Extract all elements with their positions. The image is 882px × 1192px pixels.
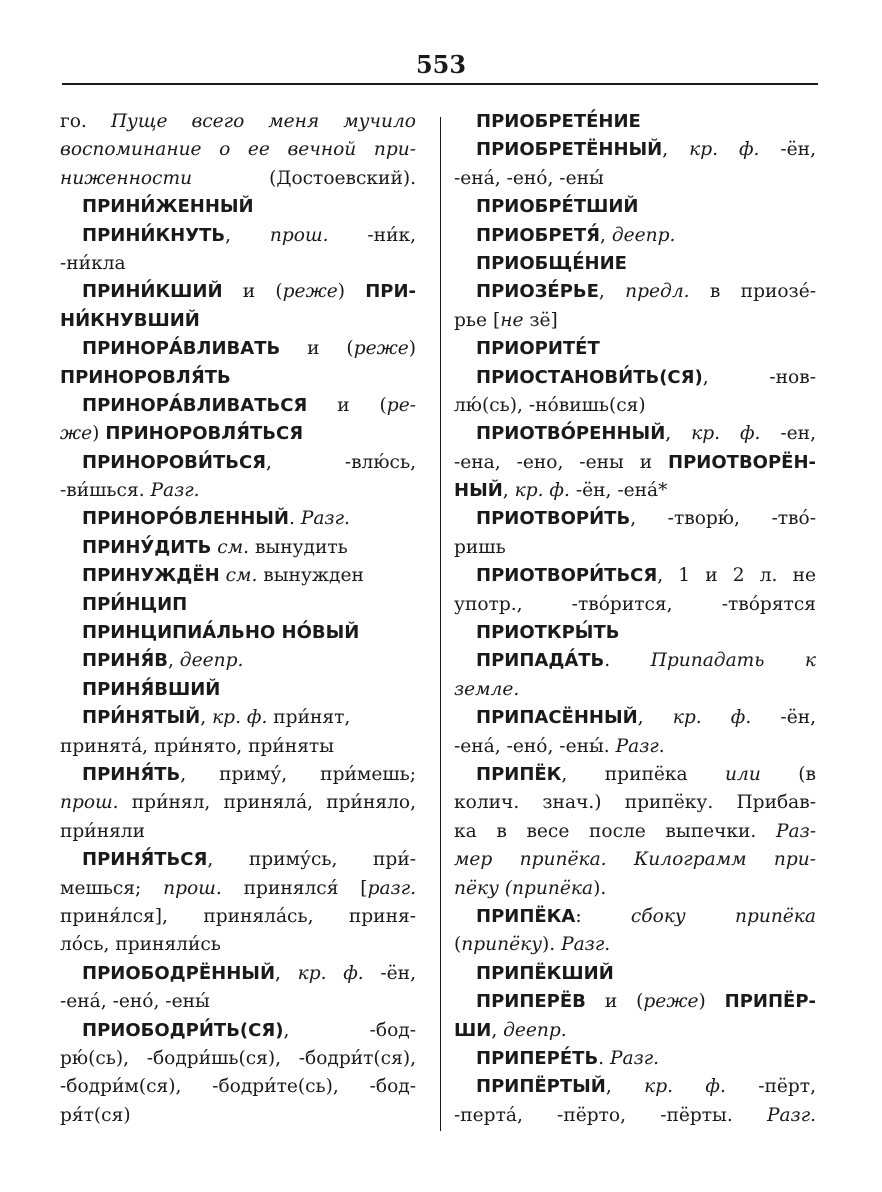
italic-text: сбоку припёка [630,905,816,927]
headword: ПРИНОРО́ВЛЕННЫЙ [82,508,289,530]
dictionary-line [60,875,416,903]
italic-text: Раз- [775,820,816,842]
italic-text: Разг. [150,480,200,502]
headword: ПРИОБРЕ́ТШИЙ [476,196,639,218]
italic-text: деепр. [611,224,676,246]
body-text: -ни́к, [328,224,416,246]
dictionary-line [60,449,416,477]
dictionary-line [60,222,416,250]
headword: ПРИПЁКШИЙ [476,962,614,984]
body-text: в приозе́- [689,281,816,303]
italic-text: см. [225,565,258,587]
italic-text: реже [353,338,409,360]
body-text: при́нят, [267,707,351,729]
headword: ПРИПЕРЕ́ТЬ [476,1047,599,1069]
body-text: при́нял, приняла́, при́няло, [118,792,416,814]
italic-text: предл. [625,281,690,303]
dictionary-line [60,136,416,164]
headword: ПРИОСТАНОВИ́ТЬ(СЯ) [476,366,703,388]
body-text: ) [408,338,416,360]
body-text: и ( [307,394,387,416]
body-text: -ена́, -ено́, -ены́ [60,991,210,1013]
dictionary-line [454,250,816,278]
dictionary-line [60,392,416,420]
dictionary-line [454,307,816,335]
body-text: и ( [280,338,354,360]
dictionary-line [60,733,416,761]
body-text: , [599,224,612,246]
italic-text: реже [643,991,699,1013]
body-text: -ён, -ена́* [569,480,668,502]
headword: ПРИОБРЕТЯ́ [476,224,600,246]
dictionary-line [454,1073,816,1101]
body-text: го. [60,111,111,132]
body-text: -перта́, -пёрто, -пёрты. [454,1104,767,1126]
italic-text: мер припёка. Килограмм при- [454,849,816,871]
headword: ПРИОТВОРИ́ТЬ [476,508,631,530]
dictionary-line [454,505,816,533]
body-text: принята́, при́нято, при́няты [60,735,335,757]
italic-text: ниженности [60,167,193,189]
dictionary-line [454,562,816,590]
body-text: зё] [523,309,558,331]
left-column [60,108,416,1130]
italic-text: кр. ф. [672,707,752,729]
dictionary-line [454,193,816,221]
dictionary-line [60,903,416,931]
dictionary-line [60,307,416,335]
dictionary-line [60,960,416,988]
body-text: ло́сь, приняли́сь [60,934,221,956]
headword: ПРИНЯ́ВШИЙ [82,678,221,700]
dictionary-line [60,789,416,817]
body-text: , [665,423,692,445]
body-text: -ена́, -ено́, -ены́ [454,167,604,189]
headword: ПРИ- [365,281,416,303]
italic-text: кр. ф. [644,1076,726,1098]
body-text: , -бод- [283,1019,416,1041]
dictionary-line [454,846,816,874]
headword: ПРИНУ́ДИТЬ [82,536,212,558]
dictionary-line [454,988,816,1016]
body-text: ря́т(ся) [60,1104,131,1126]
dictionary-line [60,505,416,533]
headword: ПРИОТВОРЁН- [668,451,816,473]
dictionary-line [454,165,816,193]
body-text: -ен, [760,423,816,445]
italic-text: пёку (припёка [454,877,594,899]
dictionary-line [60,676,416,704]
italic-text: деепр. [503,1019,567,1041]
dictionary-line [60,761,416,789]
body-text: ) [337,281,366,303]
italic-text: кр. ф. [297,962,364,984]
dictionary-line [60,1045,416,1073]
headword: ПРИОРИТЕ́Т [476,338,600,360]
headword: ПРИОТВО́РЕННЫЙ [476,423,666,445]
dictionary-line [454,477,816,505]
dictionary-line [60,704,416,732]
body-text: , -нов- [702,366,816,388]
body-text: ) [92,423,106,445]
italic-text: Разг. [610,1047,660,1069]
dictionary-line [454,733,816,761]
dictionary-line [454,136,816,164]
body-text: , [502,480,515,502]
body-text: рье [ [454,309,501,331]
dictionary-line [60,647,416,675]
headword: ПРИНИ́КШИЙ [82,281,223,303]
dictionary-line [454,818,816,846]
italic-text: же [60,423,93,445]
italic-text: земле. [454,678,520,700]
headword: ПРИПЁР- [724,991,816,1013]
body-text: . [289,508,301,530]
body-text: колич. знач.) припёку. Прибав- [454,792,816,814]
headword: ПРИОТКРЫ́ТЬ [476,622,620,644]
headword: ПРИНОРА́ВЛИВАТЬ [82,338,281,360]
italic-text: реже [282,281,338,303]
headword: ПРИНЯ́ТЬ [82,763,181,785]
dictionary-line [454,278,816,306]
body-text: -ена́, -ено́, -ены́. [454,735,616,757]
body-text: , [598,281,626,303]
body-text: , -творю́, -тво́- [630,508,816,530]
dictionary-line [60,108,416,136]
dictionary-line [60,1073,416,1101]
body-text: ). [593,877,607,899]
headword: ПРИПЁРТЫЙ [476,1076,606,1098]
italic-text: Разг. [300,508,350,530]
italic-text: Разг. [615,735,665,757]
italic-text: кр. ф. [691,423,761,445]
italic-text: припёку [461,934,542,956]
dictionary-line [60,1102,416,1130]
headword: НЫЙ [454,480,503,502]
body-text: : [575,905,631,927]
right-column [454,108,816,1130]
body-text: вынудить [249,536,348,558]
dictionary-line [454,1017,816,1045]
headword: ПРИОБРЕТЕ́НИЕ [476,111,641,132]
dictionary-line [454,222,816,250]
body-text: . [604,650,651,672]
body-text: принялся́ [ [221,877,368,899]
body-text: -ена, -ено, -ены и [454,451,669,473]
body-text: ). [542,934,562,956]
italic-text: Разг. [561,934,611,956]
headword: ПРИ́НЯТЫЙ [82,707,201,729]
italic-text: Разг. [766,1104,816,1126]
body-text: , [637,707,673,729]
italic-text: Припадать к [650,650,816,672]
body-text: и ( [222,281,283,303]
headword: ПРИНИ́ЖЕННЫЙ [82,196,254,218]
headword: ПРИПАСЁННЫЙ [476,707,638,729]
headword: ПРИПЁКА [476,905,576,927]
dictionary-line [60,931,416,959]
body-text: и ( [585,991,644,1013]
body-text: ка в весе после выпечки. [454,820,776,842]
dictionary-line [454,1045,816,1073]
header-rule [62,83,818,85]
italic-text: кр. ф. [212,707,268,729]
body-text: употр., -тво́рится, -тво́рятся [454,593,816,615]
body-text: -бодри́м(ся), -бодри́те(сь), -бод- [60,1076,416,1098]
body-text: рю́(сь), -бодри́шь(ся), -бодри́т(ся), [60,1047,416,1069]
italic-text: воспоминание о ее вечной при- [60,139,416,161]
body-text: ришь [454,536,506,558]
dictionary-line [60,420,416,448]
dictionary-line [60,534,416,562]
dictionary-line [60,846,416,874]
dictionary-line [60,562,416,590]
italic-text: или [725,763,761,785]
headword: ПРИНЯ́В [82,650,168,672]
headword: ПРИНОРА́ВЛИВАТЬСЯ [82,394,308,416]
body-text: вынужден [257,565,364,587]
italic-text: прош. [269,224,329,246]
headword: ПРИОБОДРЁННЫЙ [82,962,276,984]
body-text: -пёрт, [725,1076,816,1098]
headword: ПРИОБРЕТЁННЫЙ [476,139,663,161]
body-text: (Достоевский). [192,167,416,189]
italic-text: прош. [163,877,222,899]
dictionary-line [454,647,816,675]
body-text: , [225,224,270,246]
italic-text: кр. ф. [514,480,570,502]
headword: ПРИНИ́КНУТЬ [82,224,226,246]
body-text: , [200,707,213,729]
dictionary-line [60,250,416,278]
body-text: ) [698,991,725,1013]
headword: ПРИОТВОРИ́ТЬСЯ [476,565,658,587]
headword: ПРИПАДА́ТЬ [476,650,605,672]
italic-text: прош. [60,792,119,814]
body-text: , 1 и 2 л. не [657,565,816,587]
dictionary-line [60,818,416,846]
headword: ПРИНУЖДЁН [82,565,220,587]
headword: ПРИОЗЕ́РЬЕ [476,281,599,303]
headword: ПРИНОРОВИ́ТЬСЯ [82,451,267,473]
body-text: при́няли [60,820,146,842]
dictionary-line [454,591,816,619]
headword: ПРИОБЩЕ́НИЕ [476,252,627,274]
dictionary-line [454,789,816,817]
dictionary-line [60,193,416,221]
body-text: , приму́, при́мешь; [180,763,416,785]
dictionary-line [454,534,816,562]
body-text: -ни́кла [60,252,126,274]
dictionary-line [454,960,816,988]
body-text: мешься; [60,877,164,899]
headword: ПРИ́НЦИП [82,593,188,615]
dictionary-line [60,619,416,647]
headword: ПРИНЯ́ТЬСЯ [82,849,208,871]
dictionary-line [60,988,416,1016]
dictionary-line [60,591,416,619]
dictionary-line [454,335,816,363]
headword: ПРИНЦИПИА́ЛЬНО НО́ВЫЙ [82,622,360,644]
dictionary-line [454,903,816,931]
body-text: -ви́шься. [60,480,151,502]
body-text: ( [454,934,462,956]
dictionary-line [454,420,816,448]
body-text: , припёка [561,763,726,785]
italic-text: деепр. [179,650,244,672]
body-text: , приму́сь, при́- [207,849,416,871]
italic-text: см. [217,536,250,558]
dictionary-line [454,676,816,704]
body-text: , [662,139,690,161]
italic-text: разг. [367,877,416,899]
dictionary-line [454,875,816,903]
italic-text: кр. ф. [689,139,760,161]
headword: ПРИНОРОВЛЯ́ТЬСЯ [105,423,304,445]
body-text: приня́лся], приняла́сь, приня- [60,905,416,927]
body-text: , [275,962,298,984]
dictionary-line [454,108,816,136]
dictionary-line [454,931,816,959]
body-text: -ён, [363,962,416,984]
dictionary-line [60,477,416,505]
dictionary-line [454,364,816,392]
body-text: , [167,650,180,672]
dictionary-line [454,619,816,647]
italic-text: ре- [386,394,416,416]
headword: НИ́КНУВШИЙ [60,309,200,331]
dictionary-line [60,278,416,306]
dictionary-line [454,1102,816,1130]
headword: ПРИПЕРЁВ [476,991,586,1013]
body-text: (в [760,763,816,785]
dictionary-line [454,392,816,420]
dictionary-line [454,704,816,732]
body-text: -ён, [751,707,816,729]
dictionary-line [60,1017,416,1045]
dictionary-line [454,449,816,477]
column-divider [440,117,441,1131]
headword: ПРИНОРОВЛЯ́ТЬ [60,366,231,388]
page-number: 553 [415,50,467,79]
body-text: -ён, [759,139,816,161]
headword: ПРИОБОДРИ́ТЬ(СЯ) [82,1019,284,1041]
body-text: , -влю́сь, [266,451,416,473]
italic-text: Пуще всего меня мучило [110,111,417,132]
italic-text: не [500,309,524,331]
dictionary-line [454,761,816,789]
body-text: , [605,1076,645,1098]
dictionary-line [60,335,416,363]
body-text: , [491,1019,504,1041]
headword: ШИ [454,1019,492,1041]
headword: ПРИПЁК [476,763,562,785]
dictionary-line [60,165,416,193]
body-text: . [598,1047,610,1069]
dictionary-line [60,364,416,392]
body-text: лю́(сь), -но́вишь(ся) [454,394,646,416]
